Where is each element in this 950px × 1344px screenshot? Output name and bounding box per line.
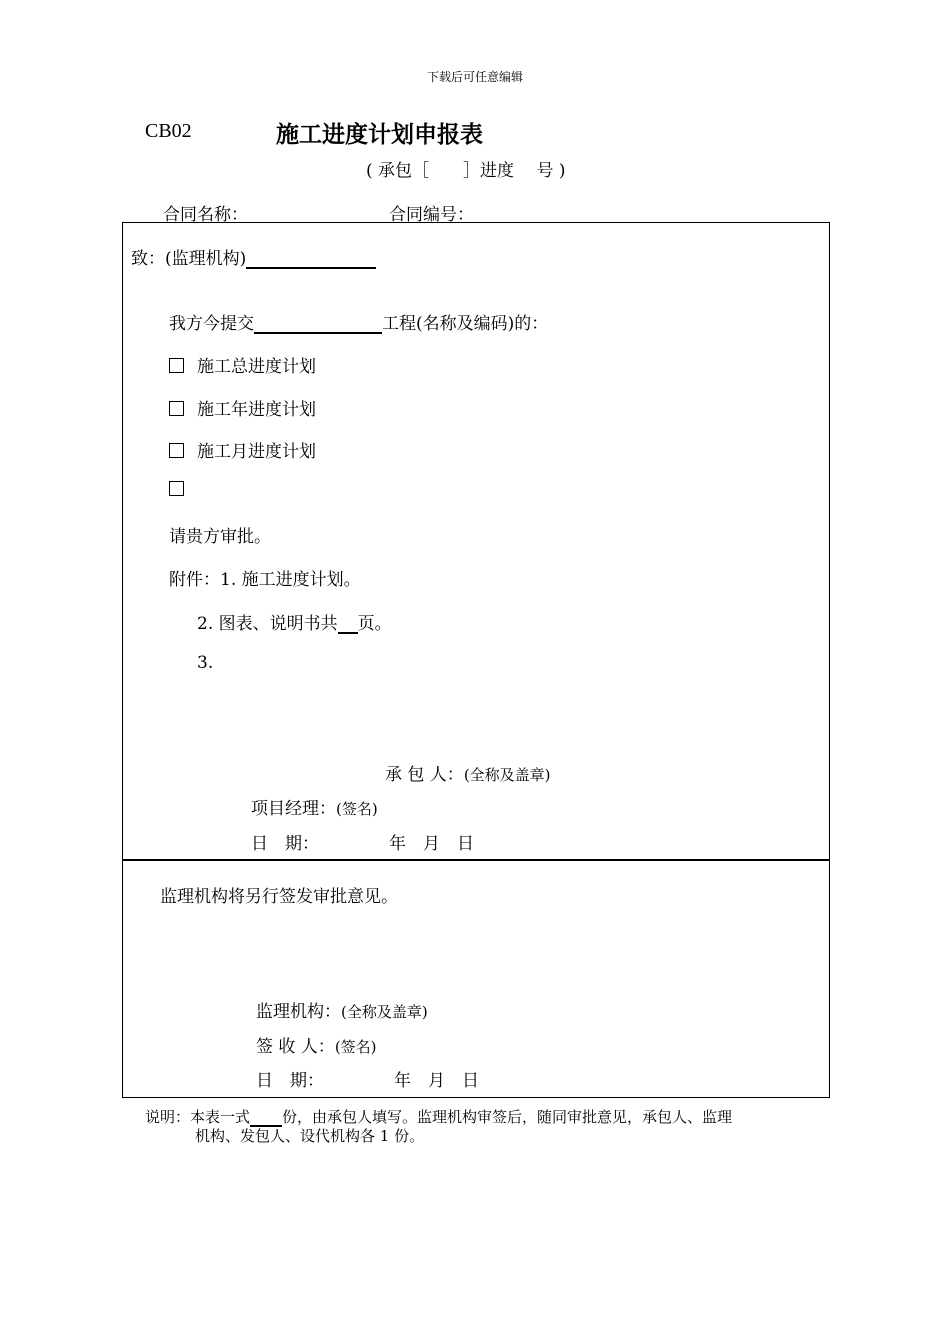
copies-blank[interactable]	[250, 1110, 282, 1127]
option-total-plan[interactable]	[169, 352, 316, 377]
option-monthly-plan[interactable]	[169, 437, 316, 462]
form-code: CB02	[145, 120, 192, 142]
attachment-2-suffix: 页。	[357, 614, 392, 634]
contract-name-label: 合同名称：	[163, 205, 248, 225]
section2-date-value: 年 月 日	[394, 1071, 479, 1091]
receiver-line	[256, 1032, 377, 1057]
recipient-blank[interactable]	[246, 249, 376, 269]
checkbox[interactable]	[169, 401, 184, 416]
submit-suffix: 工程(名称及编码)的：	[382, 314, 549, 334]
project-blank[interactable]	[254, 314, 382, 334]
header-note: 下载后可任意编辑	[426, 70, 523, 84]
section1-date-value: 年 月 日	[389, 834, 474, 854]
option-label: 施工年进度计划	[197, 400, 316, 420]
receiver-note: (签名)	[334, 1038, 377, 1056]
pm-line	[251, 794, 378, 819]
footer-note	[145, 1108, 732, 1146]
attachment-1-line	[169, 565, 361, 590]
section1-date-label: 日 期：	[251, 834, 319, 854]
option-annual-plan[interactable]	[169, 395, 316, 420]
attachment-2-line	[197, 609, 392, 634]
attachment-2-prefix: 2. 图表、说明书共	[197, 614, 338, 634]
pages-blank[interactable]	[338, 614, 358, 634]
supervisor-org-line	[256, 997, 428, 1022]
option-label: 施工月进度计划	[197, 442, 316, 462]
footer-line-2: 机构、发包人、设代机构各 1 份。	[195, 1127, 425, 1145]
form-subtitle: ( 承包［ ］进度 号 )	[366, 161, 566, 181]
recipient-line	[131, 244, 376, 269]
supervisor-org-note: (全称及盖章)	[341, 1003, 428, 1021]
checkbox[interactable]	[169, 481, 184, 496]
attachment-3: 3.	[197, 653, 214, 673]
receiver-label: 签 收 人：	[256, 1037, 335, 1057]
attachment-1: 1. 施工进度计划。	[220, 570, 361, 590]
recipient-label: 致：(监理机构)	[131, 249, 247, 269]
review-text: 监理机构将另行签发审批意见。	[160, 887, 398, 907]
contractor-label: 承 包 人：	[385, 765, 464, 785]
contractor-note: (全称及盖章)	[463, 766, 551, 784]
section2-date-label: 日 期：	[256, 1071, 324, 1091]
pm-label: 项目经理：	[251, 799, 336, 819]
contractor-line	[385, 760, 551, 785]
request-text: 请贵方审批。	[169, 527, 271, 547]
checkbox[interactable]	[169, 358, 184, 373]
option-label: 施工总进度计划	[197, 357, 316, 377]
attachments-label: 附件：	[169, 570, 220, 590]
option-other[interactable]	[169, 480, 197, 500]
footer-line-1	[145, 1108, 732, 1127]
pm-note: (签名)	[336, 800, 378, 818]
submit-prefix: 我方今提交	[169, 314, 254, 334]
footer-suffix: 份，由承包人填写。监理机构审签后，随同审批意见，承包人、监理	[282, 1108, 733, 1126]
supervisor-org-label: 监理机构：	[256, 1002, 341, 1022]
footer-prefix: 说明：本表一式	[145, 1108, 251, 1126]
form-title: 施工进度计划申报表	[276, 122, 483, 148]
contract-no-label: 合同编号：	[389, 205, 474, 225]
checkbox[interactable]	[169, 443, 184, 458]
submit-line	[169, 309, 548, 334]
